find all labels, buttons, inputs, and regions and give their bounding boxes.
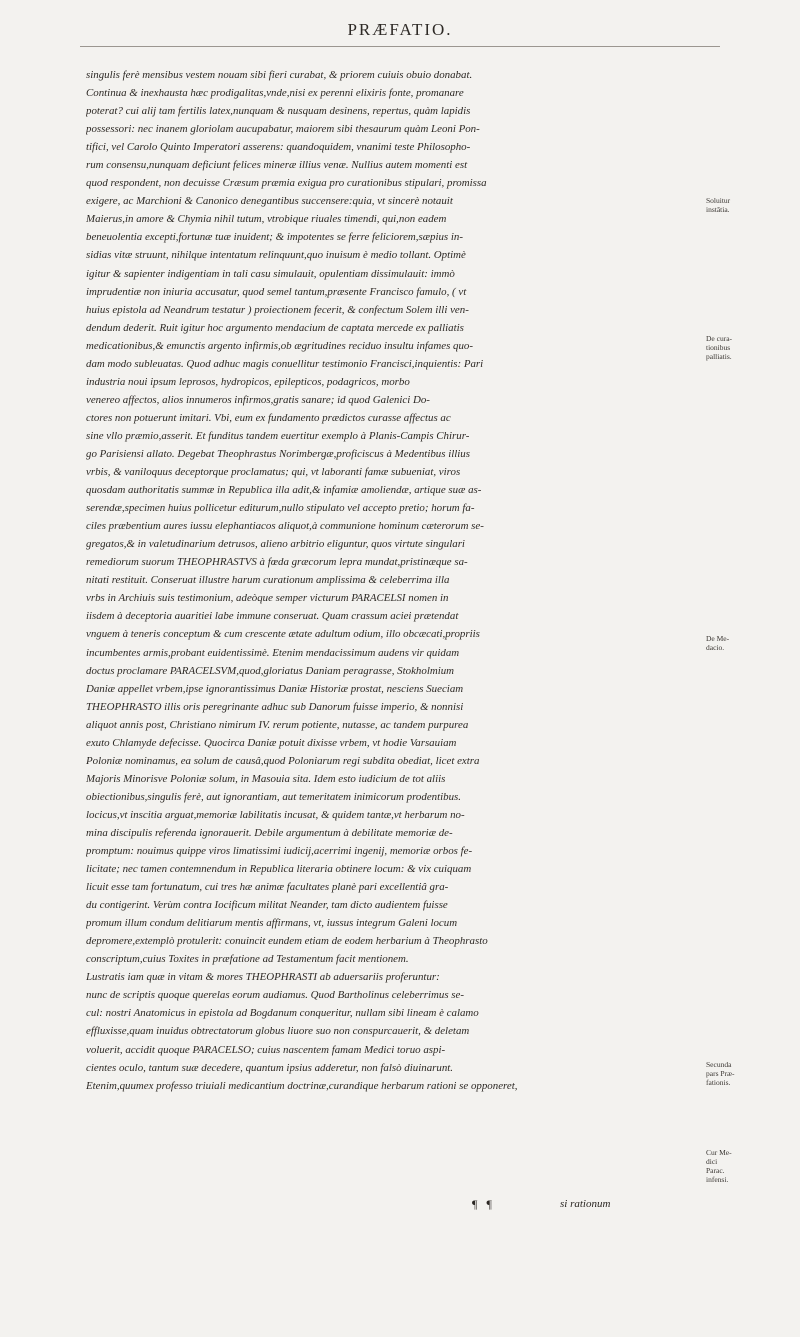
body-line: exuto Chlamyde defecisse. Quocirca Daniæ potuit dixisse vrbem, vt hodie Varsauiam [86, 736, 457, 749]
body-line: promum illum condum delitiarum mentis affirmans, vt, iussus integrum Galeni locum [86, 917, 458, 930]
body-line: possessori: nec inanem gloriolam aucupabatur, maiorem sibi thesaurum quàm Leoni Pon- [86, 123, 480, 136]
body-line: go Parisiensi allato. Degebat Theophrastus Norimbergæ,proficiscus à Medentibus illius [86, 447, 470, 460]
marginal-note-2 [706, 334, 758, 361]
body-line: quosdam authoritatis summæ in Republica illa adit,& infamiæ amoliendæ, artique suæ as- [86, 484, 482, 497]
marginal-note-3 [706, 634, 758, 652]
body-line: voluerit, accidit quoque PARACELSO; cuius nascentem famam Medici toruo aspi- [86, 1043, 446, 1056]
marginal-line: dacio. [706, 643, 725, 652]
body-line: Lustratis iam quæ in vitam & mores THEOPHRASTI ab aduersariis proferuntur: [86, 971, 440, 984]
body-line: doctus proclamare PARACELSVM,quod,gloriatus Daniam peragrasse, Stokholmium [86, 664, 455, 677]
body-line: ciles præbentium aures iussu elephantiacos aliquot,à communione hominum cæterorum se- [86, 520, 484, 533]
marginal-line: pars Præ- [706, 1069, 735, 1078]
body-line: promptum: nouimus quippe viros limatissimi iudicij,acerrimi ingenij, memoriæ orbos fe- [86, 845, 473, 858]
body-text [86, 66, 686, 1095]
body-line: licitate; nec tamen contemnendum in Republica literaria obtinere locum: & vix cuiquam [86, 863, 472, 876]
body-line: depromere,extemplò protulerit: conuincit eundem etiam de eodem herbarium à Theophrasto [86, 935, 488, 948]
body-line: Daniæ appellet vrbem,ipse ignorantissimus Daniæ Historiæ prostat, nesciens Sueciam [86, 682, 464, 695]
body-line: Poloniæ nominamus, ea solum de causâ,quod Poloniarum regi subdita obediat, licet extra [86, 754, 480, 767]
body-line: dam modo subleuatas. Quod adhuc magis conuellitur testimonio Francisci,inquientis: Pari [86, 357, 484, 370]
marginal-note-4 [706, 1060, 758, 1087]
marginal-line: Parac. [706, 1166, 725, 1175]
body-line: sine vllo præmio,asserit. Et funditus tandem euertitur exemplo à Planis-Campis Chirur- [86, 429, 470, 442]
body-line: medicationibus,& emunctis argento infirmis,ob ægritudines reciduo insultu infames quo- [86, 339, 473, 352]
marginal-note-5 [706, 1148, 758, 1184]
body-line: sidias vitæ struunt, nihilque intentatum relinquunt,quo inuisum è medio tollant. Optimè [86, 249, 466, 262]
catchword: si rationum [560, 1198, 611, 1210]
body-line: nitati restituit. Conseruat illustre harum curationum amplissima & celeberrima illa [86, 574, 450, 587]
running-head: PRÆFATIO. [347, 20, 453, 39]
body-line: tifici, vel Carolo Quinto Imperatori asserens: quandoquidem, vnanimi teste Philosopho- [86, 141, 471, 154]
body-line: du contigerint. Verùm contra Iocificum militat Neander, tam dicto audientem fuisse [86, 899, 448, 912]
body-line: aliquot annis post, Christiano nimirum IV. rerum potiente, nutasse, ac tandem purpurea [86, 718, 469, 731]
marginal-note-1 [706, 196, 758, 214]
body-line: Majoris Minorisve Poloniæ solum, in Masouia sita. Idem esto iudicium de tot aliis [86, 772, 446, 785]
marginal-line: tionibus [706, 343, 731, 352]
body-line: poterat? cui alij tam fertilis latex,nunquam & nusquam desinens, repertus, quàm lapidis [86, 105, 471, 118]
marginal-line: palliatis. [706, 352, 732, 361]
body-line: THEOPHRASTO illis oris peregrinante adhuc sub Danorum fuisse imperio, & nonnisi [86, 700, 464, 713]
body-line: exigere, ac Marchioni & Canonico denegantibus succensere:quia, vt sincerè notauit [86, 195, 453, 208]
body-line: industria noui ipsum leprosos, hydropicos, epilepticos, podagricos, morbo [86, 375, 410, 388]
body-line: quod respondent, non decuisse Cræsum præmia exigua pro curationibus stipulari, promissa [86, 177, 487, 190]
body-line: dendum dederit. Ruit igitur hoc argumento mendacium de captata mercede ex palliatis [86, 321, 464, 334]
body-line: locicus,vt inscitia arguat,memoriæ labilitatis incusat, & quidem tantæ,vt herbarum no- [86, 808, 465, 821]
body-line: cientes oculo, tantum suæ decedere, quantum ipsius adderetur, non falsò diuinarunt. [86, 1061, 454, 1074]
body-line: venereo affectos, alios innumeros infirmos,gratis sanare; id quod Galenici Do- [86, 393, 430, 406]
marginal-line: Secunda [706, 1060, 732, 1069]
body-line: Continua & inexhausta hæc prodigalitas,vnde,nisi ex perenni elixiris fonte, promanare [86, 87, 464, 100]
body-line: serendæ,specimen huius pollicetur editurum,nullo stipulato vel accepto pretio; horum fa- [86, 502, 475, 515]
body-line: huius epistola ad Neandrum testatur ) proiectionem fecerit, & confectum Solem illi ven- [86, 303, 469, 316]
body-line: imprudentiæ non iniuria accusatur, quod semel tantum,præsente Francisco famulo, ( vt [86, 285, 467, 298]
marginal-line: Cur Me- [706, 1148, 732, 1157]
body-line: gregatos,& in valetudinarium detrusos, alieno arbitrio eliguntur, quos virtute singulari [86, 538, 465, 551]
marginal-line: De Me- [706, 634, 730, 643]
body-line: licuit esse tam fortunatum, cui tres hæ animæ facultates planè pari excellentiâ gra- [86, 881, 449, 894]
body-line: mina discipulis referenda ignorauerit. Debile argumentum à debilitate memoriæ de- [86, 826, 453, 839]
body-line: vrbis, & vaniloquus deceptorque proclamatus; qui, vt laboranti famæ subueniat, viros [86, 466, 461, 479]
body-line: nunc de scriptis quoque querelas eorum audiamus. Quod Bartholinus celeberrimus se- [86, 989, 465, 1002]
body-line: igitur & sapienter indigentiam in tali casu simulauit, opulentiam dissimulauit: immò [86, 267, 455, 280]
body-line: rum consensu,nunquam deficiunt felices mineræ illius venæ. Nullius autem momenti est [86, 159, 468, 172]
body-line: incumbentes armis,probant euidentissimè. Etenim mendacissimum audens vir quidam [86, 646, 460, 659]
marginal-line: instātia. [706, 205, 730, 214]
marginal-line: dici [706, 1157, 718, 1166]
body-line: singulis ferè mensibus vestem nouam sibi fieri curabat, & priorem cuiuis obuio donabat. [86, 69, 473, 81]
body-line: vrbs in Archiuis suis testimonium, adeòque semper victurum PARACELSI nomen in [86, 592, 449, 605]
marginal-line: fationis. [706, 1078, 731, 1087]
signature-mark: ¶ ¶ [472, 1197, 495, 1211]
body-line: obiectionibus,singulis ferè, aut ignorantiam, aut temeritatem inimicorum prodentibus. [86, 790, 461, 803]
body-line: cul: nostri Anatomicus in epistola ad Bogdanum conqueritur, nullam sibi lineam è calamo [86, 1007, 479, 1020]
marginal-line: infensi. [706, 1175, 729, 1184]
marginal-line: Soluitur [706, 196, 731, 205]
header-rule [80, 46, 720, 47]
body-line: conscriptum,cuius Toxites in præfatione ad Testamentum facit mentionem. [86, 953, 409, 966]
body-line: effluxisse,quam inuidus obtrectatorum globus liuore suo non conspurcauerit, & deletam [86, 1025, 470, 1038]
body-line: Maierus,in amore & Chymia nihil tutum, vtrobique riuales timendi, qui,non eadem [86, 213, 447, 226]
body-line: iisdem à deceptoria auaritiei labe immune conseruat. Quam crassum aciei prætendat [86, 610, 459, 623]
body-line: beneuolentia excepti,fortunæ tuæ inuident; & impotentes se ferre feliciorem,sæpius in- [86, 231, 463, 244]
body-line: vnguem à teneris conceptum & cum crescente ætate adultum odium, illo obcæcati,propriis [86, 628, 480, 641]
marginal-line: De cura- [706, 334, 733, 343]
body-line: remediorum suorum THEOPHRASTVS à fœda græcorum lepra mundat,pristinæque sa- [86, 556, 468, 569]
body-line: ctores non potuerunt imitari. Vbi, eum ex fundamento prædictos curasse affectus ac [86, 411, 451, 424]
body-line: Etenim,quumex professo triuiali medicantium doctrinæ,curandique herbarum rationi se opponeret, [86, 1079, 518, 1092]
